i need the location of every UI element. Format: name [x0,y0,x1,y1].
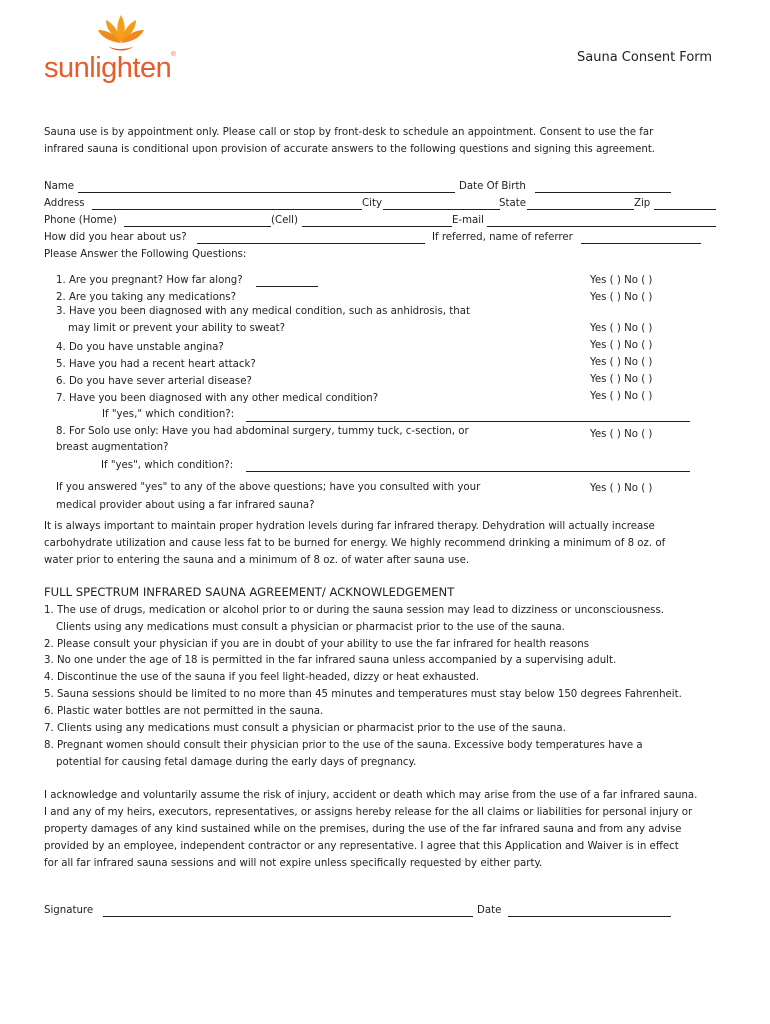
question-8-cont: breast augmentation? [56,442,169,453]
question-5: 5. Have you had a recent heart attack? [56,359,256,370]
cell-field[interactable] [302,226,452,227]
waiver-line-3: property damages of any kind sustained while on the premises, during the use of the far infrared sauna and from any advise [44,824,682,835]
referrer-field[interactable] [581,243,701,244]
address-field[interactable] [92,209,362,210]
state-label: State [499,198,526,209]
answer-prompt: Please Answer the Following Questions: [44,249,247,260]
agreement-item-2: 2. Please consult your physician if you are in doubt of your ability to use the far infrared for health reasons [44,639,590,650]
agreement-item-4: 4. Discontinue the use of the sauna if you feel light-headed, dizzy or heat exhausted. [44,672,480,683]
intro-line-2: infrared sauna is conditional upon provision of accurate answers to the following questions and signing this agreement. [44,144,656,155]
yes-no-consulted[interactable]: Yes ( ) No ( ) [590,483,653,494]
cell-label: (Cell) [271,215,298,226]
form-title: Sauna Consent Form [577,50,713,65]
question-2: 2. Are you taking any medications? [56,292,237,303]
question-3-cont: may limit or prevent your ability to sweat? [68,323,286,334]
hear-about-label: How did you hear about us? [44,232,187,243]
pregnancy-field[interactable] [256,286,318,287]
yes-no-q1[interactable]: Yes ( ) No ( ) [590,275,653,286]
signature-label: Signature [44,905,94,916]
question-4: 4. Do you have unstable angina? [56,342,224,353]
question-7-condition-field[interactable] [246,421,690,422]
agreement-item-1: 1. The use of drugs, medication or alcohol prior to or during the sauna session may lead to dizziness or unconsciousness. [44,605,664,616]
hydration-line-2: carbohydrate utilization and cause less fat to be burned for energy. We highly recommend drinking a minimum of 8 oz. of [44,538,666,549]
name-field[interactable] [78,192,455,193]
name-label: Name [44,181,75,192]
city-field[interactable] [383,209,500,210]
address-label: Address [44,198,85,209]
hydration-line-1: It is always important to maintain proper hydration levels during far infrared therapy. Dehydration will actually increase [44,521,655,532]
referrer-label: If referred, name of referrer [432,232,573,243]
consulted-question: If you answered "yes" to any of the above questions; have you consulted with your [56,482,481,493]
intro-line-1: Sauna use is by appointment only. Please call or stop by front-desk to schedule an appointment. Consent to use the far [44,127,654,138]
question-7: 7. Have you been diagnosed with any other medical condition? [56,393,379,404]
phone-home-field[interactable] [124,226,271,227]
brand-name: sunlighten [44,52,172,84]
question-1: 1. Are you pregnant? How far along? [56,275,243,286]
question-8-condition-field[interactable] [246,471,690,472]
zip-field[interactable] [654,209,716,210]
waiver-line-2: I and any of my heirs, executors, representatives, or assigns hereby release for the all claims or liabilities for personal injury or [44,807,693,818]
city-label: City [362,198,382,209]
yes-no-q8[interactable]: Yes ( ) No ( ) [590,429,653,440]
agreement-item-3: 3. No one under the age of 18 is permitted in the far infrared sauna unless accompanied by a supervising adult. [44,655,617,666]
agreement-item-8-cont: potential for causing fetal damage during the early days of pregnancy. [56,757,417,768]
consulted-question-cont: medical provider about using a far infrared sauna? [56,500,315,511]
brand-logo: sunlighten® [44,12,204,94]
agreement-item-5: 5. Sauna sessions should be limited to no more than 45 minutes and temperatures must stay below 150 degrees Fahrenheit. [44,689,682,700]
yes-no-q5[interactable]: Yes ( ) No ( ) [590,357,653,368]
yes-no-q3[interactable]: Yes ( ) No ( ) [590,323,653,334]
email-label: E-mail [452,215,484,226]
yes-no-q2[interactable]: Yes ( ) No ( ) [590,292,653,303]
waiver-line-5: for all far infrared sauna sessions and will not expire unless specifically requested by either party. [44,858,543,869]
question-3: 3. Have you been diagnosed with any medical condition, such as anhidrosis, that [56,306,470,317]
yes-no-q6[interactable]: Yes ( ) No ( ) [590,374,653,385]
yes-no-q7[interactable]: Yes ( ) No ( ) [590,391,653,402]
agreement-item-7: 7. Clients using any medications must consult a physician or pharmacist prior to the use of the sauna. [44,723,566,734]
email-field[interactable] [487,226,716,227]
question-6: 6. Do you have sever arterial disease? [56,376,252,387]
dob-label: Date Of Birth [459,181,526,192]
hydration-line-3: water prior to entering the sauna and a minimum of 8 oz. of water after sauna use. [44,555,470,566]
question-8: 8. For Solo use only: Have you had abdominal surgery, tummy tuck, c-section, or [56,426,469,437]
agreement-item-6: 6. Plastic water bottles are not permitted in the sauna. [44,706,324,717]
phone-home-label: Phone (Home) [44,215,117,226]
question-7-condition-label: If "yes," which condition?: [102,409,235,420]
signature-field[interactable] [103,916,473,917]
date-label: Date [477,905,502,916]
hear-about-field[interactable] [197,243,425,244]
state-field[interactable] [527,209,634,210]
agreement-heading: FULL SPECTRUM INFRARED SAUNA AGREEMENT/ ACKNOWLEDGEMENT [44,585,455,599]
date-field[interactable] [508,916,671,917]
waiver-line-4: provided by an employee, independent contractor or any representative. I agree that this Application and Waiver is in effect [44,841,679,852]
question-8-condition-label: If "yes", which condition?: [101,460,234,471]
agreement-item-1-cont: Clients using any medications must consult a physician or pharmacist prior to the use of the sauna. [56,622,565,633]
yes-no-q4[interactable]: Yes ( ) No ( ) [590,340,653,351]
zip-label: Zip [634,198,651,209]
dob-field[interactable] [535,192,671,193]
agreement-item-8: 8. Pregnant women should consult their physician prior to the use of the sauna. Excessive body temperatures have a [44,740,643,751]
waiver-line-1: I acknowledge and voluntarily assume the risk of injury, accident or death which may arise from the use of a far infrared sauna. [44,790,698,801]
